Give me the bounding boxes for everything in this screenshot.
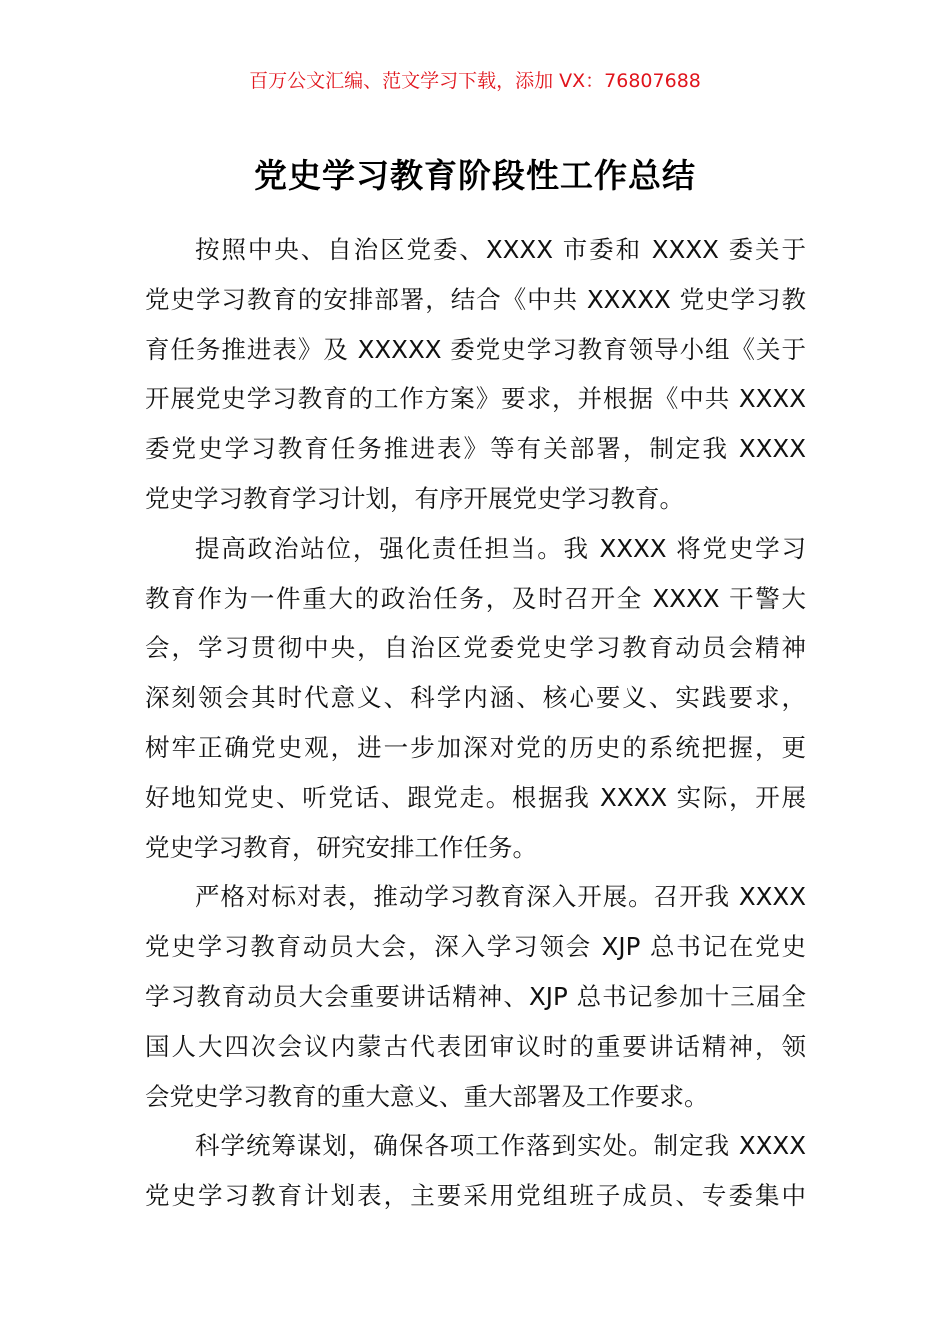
paragraph-line: 党史学习教育动员大会，深入学习领会 XJP 总书记在党史	[145, 932, 806, 962]
document-title: 党史学习教育阶段性工作总结	[254, 156, 696, 195]
paragraph	[145, 524, 806, 873]
paragraph-line: 育任务推进表》及 XXXXX 委党史学习教育领导小组《关于	[145, 334, 806, 364]
paragraph-line: 按照中央、自治区党委、XXXX 市委和 XXXX 委关于	[195, 235, 806, 264]
paragraph-line: 会，学习贯彻中央，自治区党委党史学习教育动员会精神	[145, 633, 806, 663]
paragraph-line: 委党史学习教育任务推进表》等有关部署，制定我 XXXX	[145, 434, 806, 464]
paragraph-line: 教育作为一件重大的政治任务，及时召开全 XXXX 干警大	[145, 583, 806, 613]
paragraph-line: 党史学习教育的安排部署，结合《中共 XXXXX 党史学习教	[145, 284, 806, 314]
paragraph-line: 党史学习教育计划表，主要采用党组班子成员、专委集中	[145, 1181, 806, 1211]
paragraph-line: 党史学习教育，研究安排工作任务。	[145, 832, 537, 862]
paragraph-line: 严格对标对表，推动学习教育深入开展。召开我 XXXX	[195, 882, 806, 912]
watermark-header: 百万公文汇编、范文学习下载，添加 VX：76807688	[249, 70, 701, 92]
paragraph	[145, 1121, 806, 1221]
paragraph-line: 开展党史学习教育的工作方案》要求，并根据《中共 XXXX	[145, 384, 806, 414]
paragraph-line: 树牢正确党史观，进一步加深对党的历史的系统把握，更	[145, 732, 806, 762]
document-body	[145, 225, 806, 1221]
paragraph-line: 深刻领会其时代意义、科学内涵、核心要义、实践要求，	[145, 683, 806, 713]
paragraph	[145, 225, 806, 524]
paragraph	[145, 872, 806, 1121]
paragraph-line: 学习教育动员大会重要讲话精神、XJP 总书记参加十三届全	[145, 981, 806, 1011]
paragraph-line: 会党史学习教育的重大意义、重大部署及工作要求。	[145, 1081, 709, 1111]
paragraph-line: 国人大四次会议内蒙古代表团审议时的重要讲话精神，领	[145, 1031, 806, 1061]
paragraph-line: 科学统筹谋划，确保各项工作落到实处。制定我 XXXX	[195, 1131, 806, 1161]
paragraph-line: 党史学习教育学习计划，有序开展党史学习教育。	[145, 483, 684, 513]
paragraph-line: 好地知党史、听党话、跟党走。根据我 XXXX 实际，开展	[145, 782, 806, 812]
paragraph-line: 提高政治站位，强化责任担当。我 XXXX 将党史学习	[195, 533, 806, 563]
